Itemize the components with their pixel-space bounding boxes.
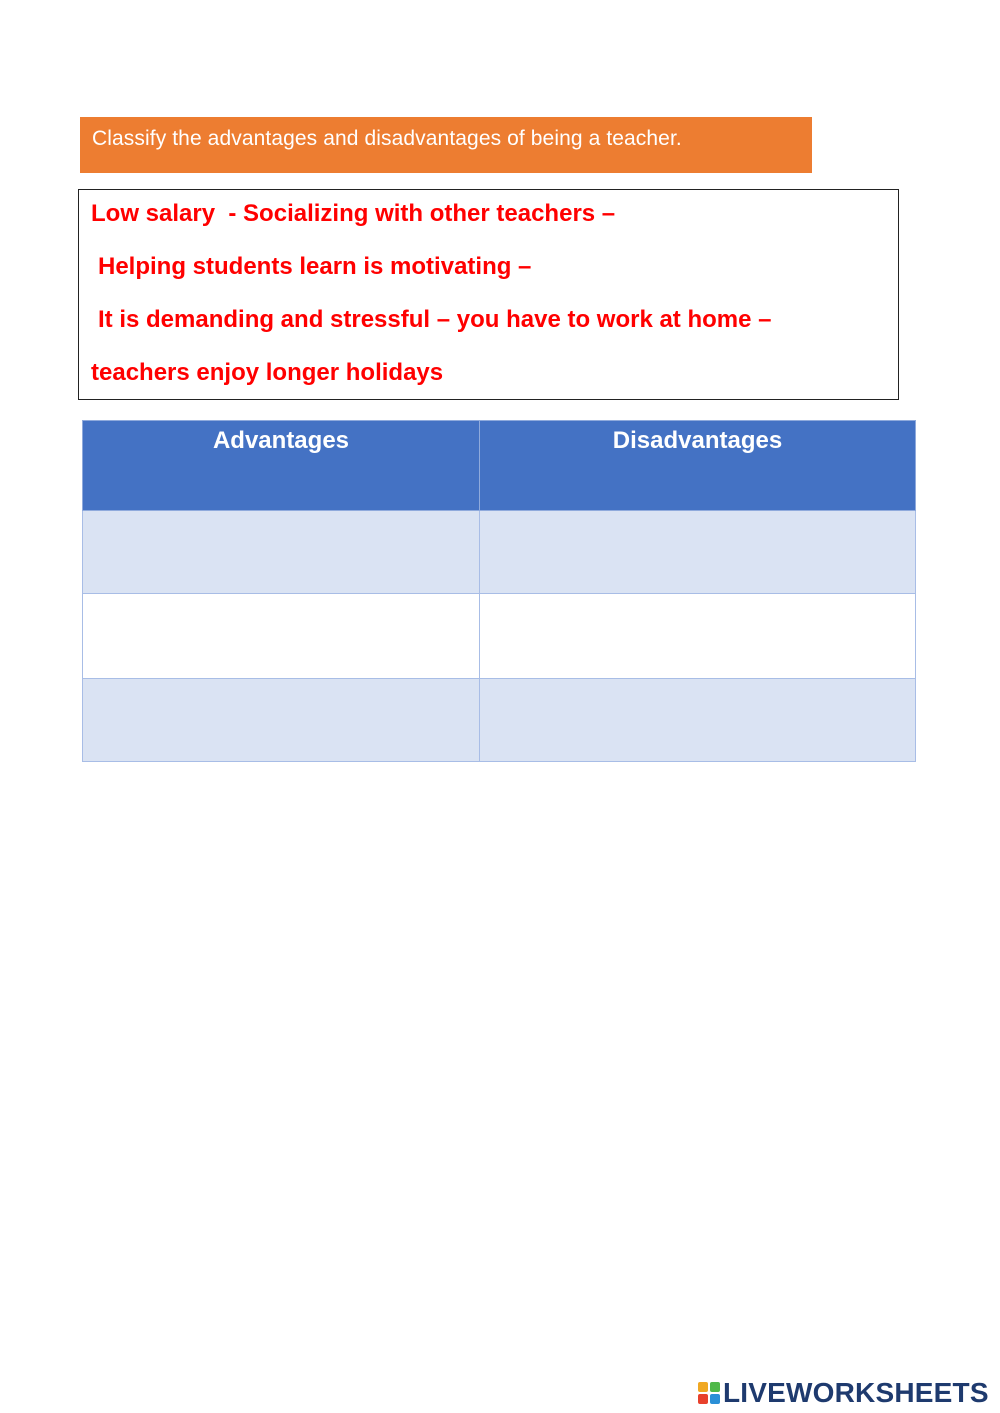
disadvantage-drop-cell[interactable]	[480, 511, 916, 594]
word-bank-line: Helping students learn is motivating –	[98, 253, 532, 280]
table-row	[83, 594, 916, 679]
table-row	[83, 679, 916, 762]
liveworksheets-logo	[698, 1376, 989, 1410]
table-header-row	[83, 421, 916, 511]
header-disadvantages: Disadvantages	[480, 421, 916, 511]
word-bank-box	[78, 189, 899, 400]
table-row	[83, 511, 916, 594]
advantage-drop-cell[interactable]	[83, 594, 480, 679]
advantage-drop-cell[interactable]	[83, 511, 480, 594]
header-advantages: Advantages	[83, 421, 480, 511]
word-bank-line: teachers enjoy longer holidays	[91, 359, 444, 386]
word-bank-line: Low salary - Socializing with other teachers –	[91, 200, 616, 227]
logo-text: LIVEWORKSHEETS	[723, 1377, 989, 1408]
liveworksheets-logo-icon	[698, 1382, 720, 1404]
instruction-banner: Classify the advantages and disadvantages of being a teacher.	[80, 117, 812, 173]
disadvantage-drop-cell[interactable]	[480, 679, 916, 762]
advantage-drop-cell[interactable]	[83, 679, 480, 762]
word-bank-line: It is demanding and stressful – you have to work at home –	[98, 306, 772, 333]
classification-table	[82, 420, 916, 762]
disadvantage-drop-cell[interactable]	[480, 594, 916, 679]
